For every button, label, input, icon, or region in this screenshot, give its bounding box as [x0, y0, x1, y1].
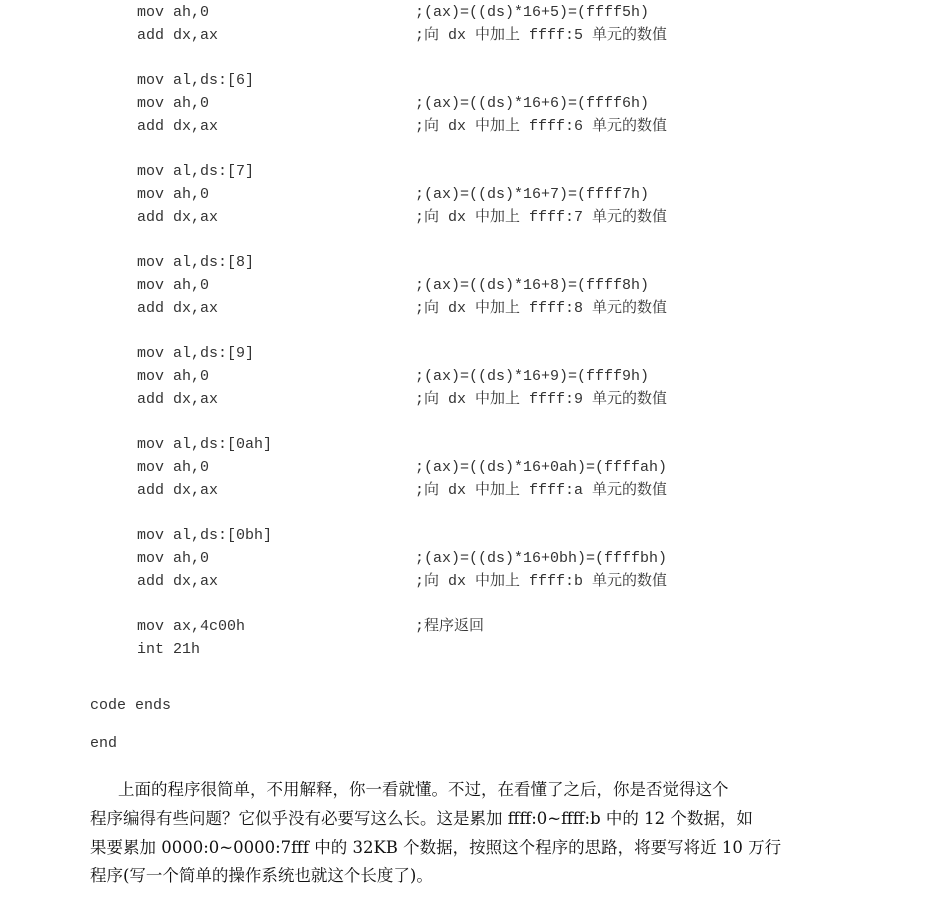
instruction: mov ah,0 — [137, 368, 210, 385]
comment: ;(ax)=((ds)*16+6)=(ffff6h) — [415, 95, 650, 112]
instruction: mov al,ds:[0bh] — [137, 527, 273, 544]
instruction: mov al,ds:[9] — [137, 345, 255, 362]
blank-line — [0, 502, 948, 524]
end-line: end — [90, 735, 118, 752]
comment: ;(ax)=((ds)*16+5)=(ffff5h) — [415, 4, 650, 21]
code-line — [0, 183, 948, 206]
instruction: int 21h — [137, 641, 201, 658]
code-line — [0, 388, 948, 411]
code-line — [0, 24, 948, 47]
instruction: mov ah,0 — [137, 277, 210, 294]
code-line — [0, 115, 948, 138]
blank-line — [0, 411, 948, 433]
instruction: add dx,ax — [137, 482, 219, 499]
instruction: mov ax,4c00h — [137, 618, 246, 635]
blank-line — [0, 47, 948, 69]
instruction: mov al,ds:[7] — [137, 163, 255, 180]
instruction: mov ah,0 — [137, 4, 210, 21]
code-line — [0, 365, 948, 388]
comment: ;向 dx 中加上 ffff:9 单元的数值 — [415, 391, 668, 408]
code-line — [0, 524, 948, 547]
instruction: mov ah,0 — [137, 459, 210, 476]
comment: ;程序返回 — [415, 618, 485, 635]
comment: ;(ax)=((ds)*16+7)=(ffff7h) — [415, 186, 650, 203]
comment: ;(ax)=((ds)*16+0bh)=(ffffbh) — [415, 550, 668, 567]
paragraph-line: 果要累加 0000:0~0000:7fff 中的 32KB 个数据，按照这个程序的思路，将要写将近 10 万行 — [90, 837, 782, 857]
code-line — [0, 274, 948, 297]
comment: ;向 dx 中加上 ffff:8 单元的数值 — [415, 300, 668, 317]
code-line — [0, 456, 948, 479]
instruction: mov al,ds:[8] — [137, 254, 255, 271]
code-line — [0, 342, 948, 365]
comment: ;向 dx 中加上 ffff:5 单元的数值 — [415, 27, 668, 44]
code-line — [0, 160, 948, 183]
instruction: mov al,ds:[0ah] — [137, 436, 273, 453]
code-line — [0, 92, 948, 115]
instruction: add dx,ax — [137, 573, 219, 590]
instruction: add dx,ax — [137, 118, 219, 135]
blank-line — [0, 320, 948, 342]
comment: ;(ax)=((ds)*16+9)=(ffff9h) — [415, 368, 650, 385]
code-line — [0, 297, 948, 320]
comment: ;(ax)=((ds)*16+8)=(ffff8h) — [415, 277, 650, 294]
comment: ;向 dx 中加上 ffff:7 单元的数值 — [415, 209, 668, 226]
code-line — [0, 547, 948, 570]
code-line — [0, 479, 948, 502]
instruction: mov ah,0 — [137, 95, 210, 112]
code-line — [0, 251, 948, 274]
paragraph-line: 程序编得有些问题？它似乎没有必要写这么长。这是累加 ffff:0~ffff:b 中的 12 个数据，如 — [90, 808, 753, 828]
blank-line — [0, 229, 948, 251]
instruction: add dx,ax — [137, 27, 219, 44]
paragraph-line: 上面的程序很简单，不用解释，你一看就懂。不过，在看懂了之后，你是否觉得这个 — [118, 780, 729, 799]
code-line — [0, 570, 948, 593]
comment: ;向 dx 中加上 ffff:6 单元的数值 — [415, 118, 668, 135]
instruction: add dx,ax — [137, 300, 219, 317]
code-line — [0, 433, 948, 456]
instruction: add dx,ax — [137, 391, 219, 408]
instruction: mov ah,0 — [137, 186, 210, 203]
instruction: add dx,ax — [137, 209, 219, 226]
explanation-paragraph — [90, 776, 940, 891]
assembly-code-listing — [0, 1, 948, 661]
comment: ;向 dx 中加上 ffff:a 单元的数值 — [415, 482, 668, 499]
code-line — [0, 638, 948, 661]
paragraph-line: 程序(写一个简单的操作系统也就这个长度了)。 — [90, 866, 433, 886]
code-line — [0, 615, 948, 638]
code-ends-line: code ends — [90, 697, 172, 714]
instruction: mov ah,0 — [137, 550, 210, 567]
code-line — [0, 69, 948, 92]
code-line — [0, 1, 948, 24]
blank-line — [0, 593, 948, 615]
comment: ;向 dx 中加上 ffff:b 单元的数值 — [415, 573, 668, 590]
instruction: mov al,ds:[6] — [137, 72, 255, 89]
comment: ;(ax)=((ds)*16+0ah)=(ffffah) — [415, 459, 668, 476]
blank-line — [0, 138, 948, 160]
code-line — [0, 206, 948, 229]
